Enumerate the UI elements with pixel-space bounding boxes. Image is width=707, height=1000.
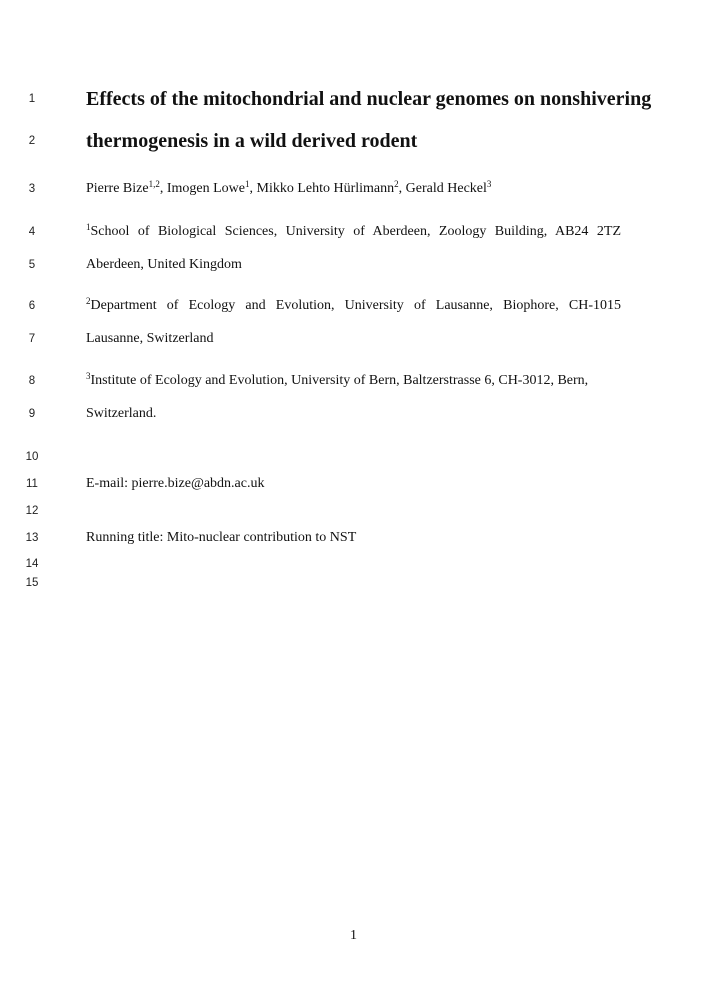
author-affiliation-mark: 1 [245, 179, 250, 189]
contact-email: E-mail: pierre.bize@abdn.ac.uk [86, 476, 265, 491]
affiliation-mark: 3 [86, 371, 91, 381]
line-number-6: 6 [28, 300, 36, 312]
author-affiliation-mark: 2 [394, 179, 399, 189]
line-number-13: 13 [25, 532, 39, 544]
line-number-9: 9 [28, 408, 36, 420]
author-name: Imogen Lowe [166, 181, 245, 196]
author-name: Mikko Lehto Hürlimann [256, 181, 395, 196]
line-number-11: 11 [26, 478, 38, 490]
line-number-4: 4 [28, 226, 36, 238]
line-number-10: 10 [25, 451, 39, 463]
author-name: Gerald Heckel [405, 181, 487, 196]
page-number: 1 [350, 928, 357, 943]
affiliation-1-line-1: $^1$School of Biological Sciences, University of Aberdeen, Zoology Building, AB24 2TZ [86, 222, 621, 239]
line-number-5: 5 [28, 259, 36, 271]
author-list: Pierre Bize$^{1,2}$, Imogen Lowe$^1$, Mikko Lehto Hürlimann$^2$, Gerald Heckel$^3$ [86, 179, 492, 196]
paper-title-line-1: Effects of the mitochondrial and nuclear genomes on nonshivering [86, 88, 652, 110]
affiliation-3-line-1: $^3$Institute of Ecology and Evolution, University of Bern, Baltzerstrasse 6, CH-3012, Bern, [86, 371, 589, 388]
line-number-7: 7 [28, 333, 36, 345]
line-number-12: 12 [25, 505, 39, 517]
line-number-15: 15 [25, 577, 39, 589]
affiliation-2-line-2: Lausanne, Switzerland [86, 331, 214, 346]
author-affiliation-mark: 3 [486, 179, 492, 189]
affiliation-mark: 1 [86, 222, 91, 232]
affiliation-mark: 2 [86, 296, 91, 306]
affiliation-2-line-1: $^2$Department of Ecology and Evolution, University of Lausanne, Biophore, CH-1015 [86, 296, 621, 313]
line-number-3: 3 [28, 183, 36, 195]
line-number-2: 2 [28, 135, 36, 147]
affiliation-3-line-2: Switzerland. [86, 406, 157, 421]
line-number-14: 14 [25, 558, 39, 570]
line-number-8: 8 [28, 375, 36, 387]
affiliation-1-line-2: Aberdeen, United Kingdom [86, 257, 242, 272]
paper-title-line-2: thermogenesis in a wild derived rodent [86, 130, 418, 152]
author-name: Pierre Bize [86, 181, 149, 196]
running-title: Running title: Mito-nuclear contribution to NST [86, 530, 357, 545]
line-number-1: 1 [28, 93, 36, 105]
author-affiliation-mark: 1,2 [148, 179, 160, 189]
